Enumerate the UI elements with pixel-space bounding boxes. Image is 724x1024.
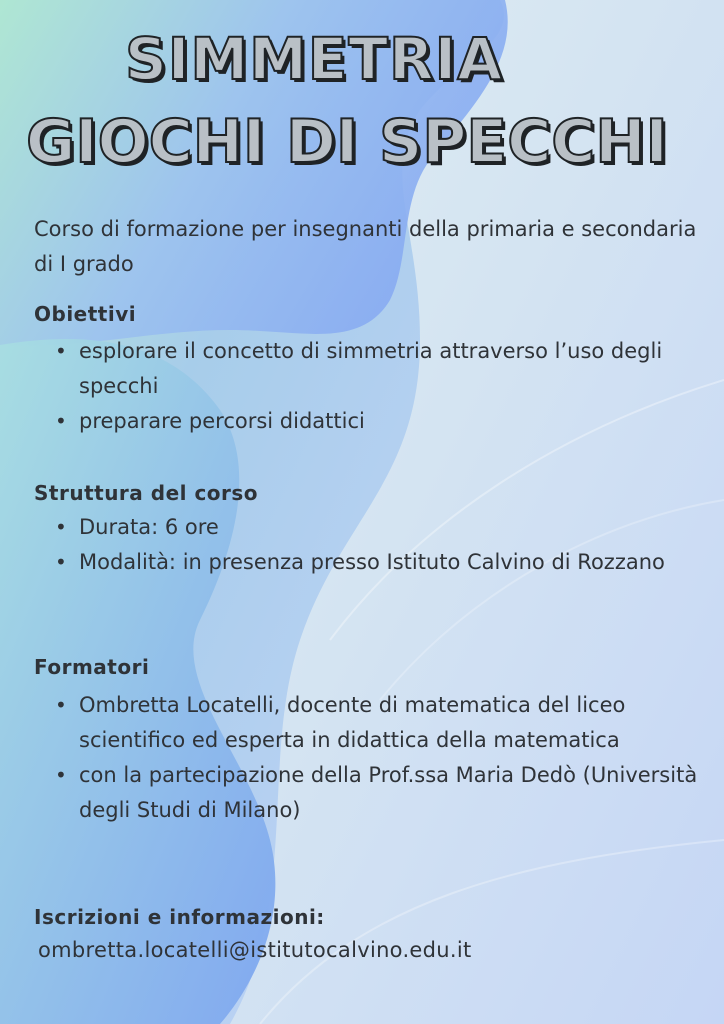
- heading-obiettivi: Obiettivi: [34, 302, 137, 326]
- title-line-1: SIMMETRIA: [125, 25, 504, 93]
- heading-struttura: Struttura del corso: [34, 481, 259, 505]
- intro-text: Corso di formazione per insegnanti della primaria e secondaria di I grado: [34, 217, 697, 276]
- list-item: • Ombretta Locatelli, docente di matematica del liceo scientifico ed esperta in didattica della matematica: [52, 688, 702, 758]
- contact-email[interactable]: ombretta.locatelli@istitutocalvino.edu.it: [38, 938, 472, 962]
- heading-formatori: Formatori: [34, 655, 150, 679]
- list-struttura: [52, 510, 702, 580]
- list-item: • Durata: 6 ore: [52, 510, 702, 545]
- list-item: • con la partecipazione della Prof.ssa Maria Dedò (Università degli Studi di Milano): [52, 758, 702, 828]
- list-obiettivi: [52, 334, 702, 439]
- list-item: • esplorare il concetto di simmetria attraverso l’uso degli specchi: [52, 334, 702, 404]
- list-formatori: [52, 688, 702, 828]
- list-item: • Modalità: in presenza presso Istituto Calvino di Rozzano: [52, 545, 702, 580]
- title-line-2: GIOCHI DI SPECCHI: [26, 107, 668, 177]
- heading-iscrizioni: Iscrizioni e informazioni:: [34, 905, 325, 929]
- list-item: • preparare percorsi didattici: [52, 404, 702, 439]
